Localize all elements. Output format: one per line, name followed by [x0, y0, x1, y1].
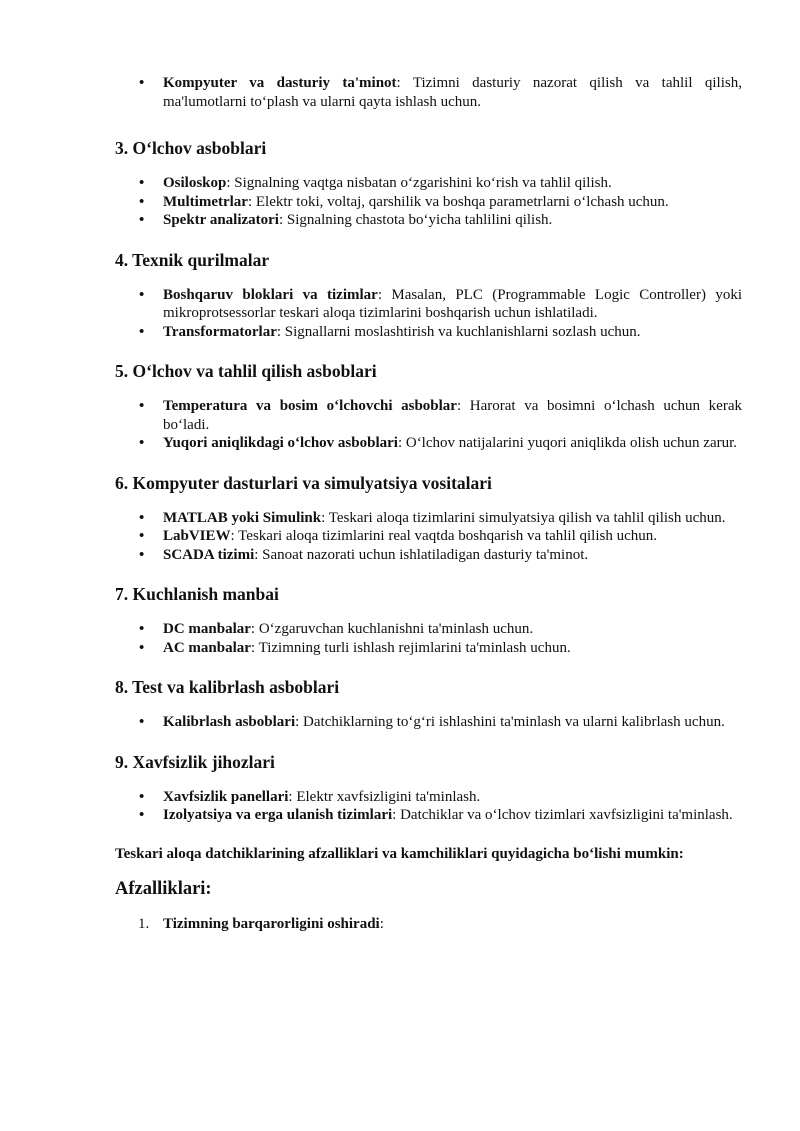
list-item [115, 788, 742, 807]
item-term: Temperatura va bosim o‘lchovchi asboblar [163, 398, 457, 414]
list-item [115, 546, 742, 565]
item-term: Tizimning barqarorligini oshiradi [163, 915, 380, 932]
item-text: : O‘zgaruvchan kuchlanishni ta'minlash uchun. [250, 621, 534, 637]
item-text: : Masalan, PLC (Programmable Logic Controller) yoki mikroprotsessorlar teskari aloqa tizimlarini boshqarish uchun ishlatiladi. [163, 286, 742, 321]
item-text: : Tizimni dasturiy nazorat qilish va tahlil qilish, ma'lumotlarni to‘plash va ularni qayta ishlash uchun. [163, 75, 742, 110]
item-text: : Tizimning turli ishlash rejimlarini ta'minlash uchun. [250, 639, 571, 656]
item-term: AC manbalar [163, 639, 251, 656]
summary-paragraph: Teskari aloqa datchiklarining afzalliklari va kamchiliklari quyidagicha bo‘lishi mumkin: [115, 845, 684, 862]
item-text: : Harorat va bosimni o‘lchash uchun kerak bo‘ladi. [163, 398, 742, 433]
advantages-list [115, 915, 742, 934]
item-term: Xavfsizlik panellari [163, 788, 289, 805]
section-heading: 9. Xavfsizlik jihozlari [115, 751, 275, 772]
list-item [115, 915, 742, 934]
list-item [115, 527, 742, 546]
list-item [115, 509, 742, 528]
item-number: 1. [138, 915, 150, 932]
section-list [115, 620, 742, 657]
item-term: Spektr analizatori [163, 212, 279, 228]
list-item [115, 806, 742, 825]
item-term: Transformatorlar [163, 323, 277, 340]
section-list [115, 286, 742, 342]
list-item [115, 620, 742, 639]
item-text: : Elektr xavfsizligini ta'minlash. [288, 788, 481, 805]
section-list [115, 174, 742, 230]
item-term: Izolyatsiya va erga ulanish tizimlari [163, 807, 393, 823]
item-text: : Teskari aloqa tizimlarini simulyatsiya qilish va tahlil qilish uchun. [321, 509, 726, 526]
intro-list [115, 74, 742, 111]
list-item [115, 193, 742, 212]
item-term: Yuqori aniqlikdagi o‘lchov asboblari [163, 435, 398, 451]
item-term: Multimetrlar [163, 193, 248, 210]
list-item [115, 639, 742, 658]
section-heading: 5. O‘lchov va tahlil qilish asboblari [115, 361, 377, 381]
item-text: : Datchiklarning to‘g‘ri ishlashini ta'minlash va ularni kalibrlash uchun. [295, 714, 725, 730]
item-text: : Signallarni moslashtirish va kuchlanishlarni sozlash uchun. [276, 323, 641, 340]
section-heading: 8. Test va kalibrlash asboblari [115, 677, 340, 697]
advantages-heading: Afzalliklari: [115, 878, 212, 899]
item-text: : Signalning chastota bo‘yicha tahlilini qilish. [278, 212, 553, 228]
item-text: : Teskari aloqa tizimlarini real vaqtda boshqarish va tahlil qilish uchun. [230, 528, 658, 544]
item-term: Kalibrlash asboblari [163, 714, 296, 730]
list-item [115, 397, 742, 434]
section-heading: 3. O‘lchov asboblari [115, 138, 267, 158]
list-item [115, 434, 742, 453]
list-item [115, 174, 742, 193]
section-list [115, 397, 742, 453]
item-term: LabVIEW [163, 528, 231, 544]
item-term: DC manbalar [163, 621, 251, 637]
item-term: MATLAB yoki Simulink [163, 509, 322, 526]
item-term: Kompyuter va dasturiy ta'minot [163, 75, 397, 91]
list-item [115, 286, 742, 323]
item-text: : Datchiklar va o‘lchov tizimlari xavfsizligini ta'minlash. [392, 807, 733, 823]
section-heading: 4. Texnik qurilmalar [115, 249, 270, 270]
section-heading: 7. Kuchlanish manbai [115, 584, 279, 604]
item-text: : Signalning vaqtga nisbatan o‘zgarishini ko‘rish va tahlil qilish. [226, 175, 612, 191]
list-item [115, 323, 742, 342]
item-text: : O‘lchov natijalarini yuqori aniqlikda olish uchun zarur. [397, 435, 738, 451]
item-term: SCADA tizimi [163, 546, 255, 563]
section-list [115, 713, 742, 732]
list-item [115, 211, 742, 230]
section-list [115, 509, 742, 565]
list-item [115, 713, 742, 732]
item-text: : [379, 915, 384, 932]
item-term: Boshqaruv bloklari va tizimlar [163, 286, 378, 303]
list-item [115, 74, 742, 111]
item-text: : Elektr toki, voltaj, qarshilik va boshqa parametrlarni o‘lchash uchun. [247, 193, 669, 210]
item-term: Osiloskop [163, 175, 227, 191]
section-heading: 6. Kompyuter dasturlari va simulyatsiya vositalari [115, 472, 492, 493]
item-text: : Sanoat nazorati uchun ishlatiladigan dasturiy ta'minot. [254, 546, 589, 563]
section-list [115, 788, 742, 825]
